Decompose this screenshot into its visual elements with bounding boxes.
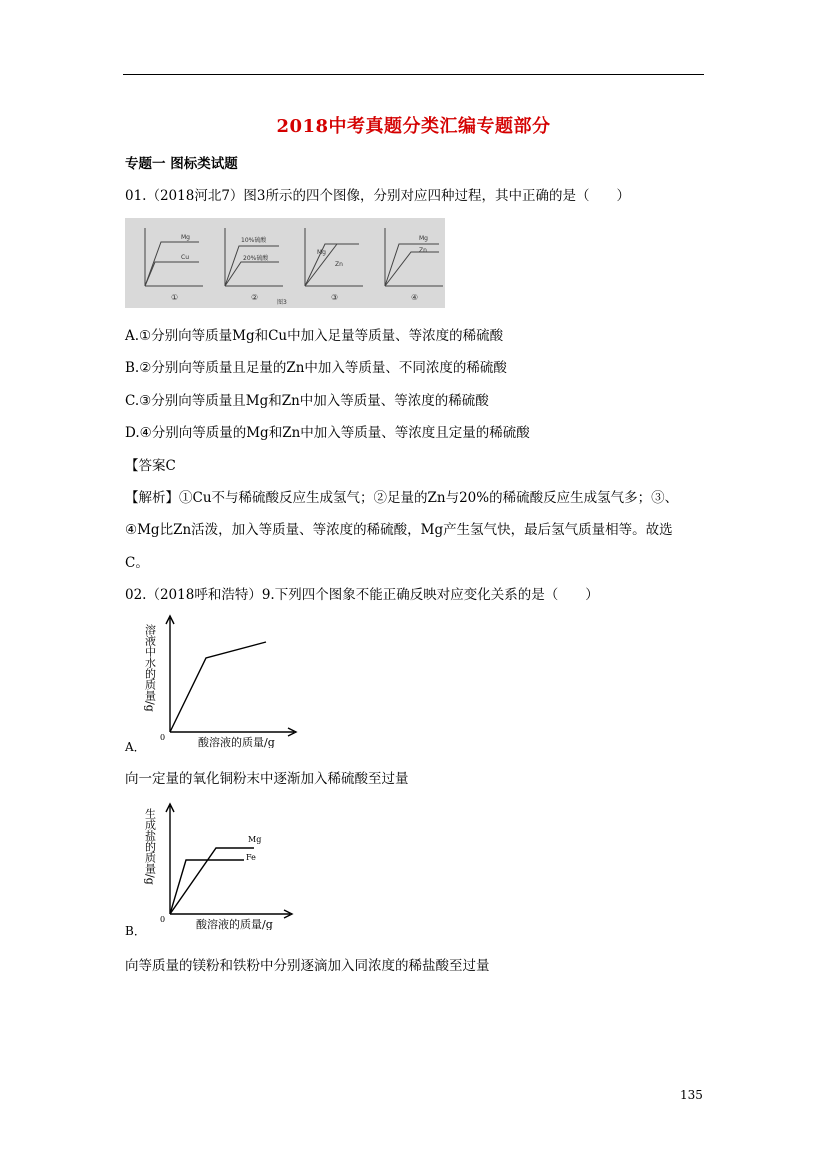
- q1-analysis-line-1: 【解析】①Cu不与稀硫酸反应生成氢气；②足量的Zn与20%的稀硫酸反应生成氢气多；③、: [125, 490, 679, 506]
- q1-stem: 01.（2018河北7）图3所示的四个图像，分别对应四种过程，其中正确的是（ ）: [125, 188, 631, 204]
- q1-p2-label-10: 10%硫酸: [241, 237, 267, 244]
- q1-fig-label-3: ③: [331, 293, 339, 302]
- q1-p1-label-mg: Mg: [181, 234, 190, 241]
- header-rule: [123, 74, 704, 75]
- q2a-curve: [170, 642, 266, 732]
- q1-figure: [125, 218, 445, 308]
- q1-fig-caption: 图3: [277, 299, 287, 306]
- q1-fig-label-2: ②: [251, 293, 259, 302]
- page-title: 2018中考真题分类汇编专题部分: [276, 116, 551, 137]
- q2-stem: 02.（2018呼和浩特）9.下列四个图象不能正确反映对应变化关系的是（ ）: [125, 587, 599, 603]
- q1-p4-label-zn: Zn: [419, 247, 427, 254]
- q2b-label-mg: Mg: [248, 835, 262, 844]
- q2b-ylabel: 生成盐的质量/g: [143, 808, 157, 885]
- q2a-letter: A．: [125, 740, 146, 754]
- q1-p2-label-20: 20%硫酸: [243, 255, 269, 262]
- q1-analysis-line-3: C。: [125, 555, 149, 571]
- q1-option-c: C.③分别向等质量且Mg和Zn中加入等质量、等浓度的稀硫酸: [125, 393, 489, 409]
- q2b-line-fe: [170, 860, 244, 914]
- q1-p3-label-mg: Mg: [317, 249, 326, 256]
- q1-answer: 【答案C: [125, 458, 176, 474]
- q1-option-a: A.①分别向等质量Mg和Cu中加入足量等质量、等浓度的稀硫酸: [125, 328, 504, 344]
- q1-option-b: B.②分别向等质量且足量的Zn中加入等质量、不同浓度的稀硫酸: [125, 360, 507, 376]
- q1-fig-label-1: ①: [171, 293, 179, 302]
- q1-fig-label-4: ④: [411, 293, 419, 302]
- q2b-desc: 向等质量的镁粉和铁粉中分别逐滴加入同浓度的稀盐酸至过量: [125, 958, 490, 974]
- q2-graph-a: [140, 612, 300, 748]
- q2a-ylabel: 溶液中水的质量/g: [143, 624, 157, 712]
- q1-p1-label-cu: Cu: [181, 254, 189, 261]
- q2-graph-b: [140, 800, 300, 930]
- q2a-desc: 向一定量的氧化铜粉末中逐渐加入稀硫酸至过量: [125, 771, 409, 787]
- page-number: 135: [680, 1088, 703, 1102]
- q2a-origin: 0: [160, 733, 166, 742]
- q2b-label-fe: Fe: [246, 853, 256, 862]
- q1-p4-label-mg: Mg: [419, 235, 428, 242]
- q2b-letter: B．: [125, 924, 146, 938]
- q2b-origin: 0: [160, 915, 166, 924]
- q1-analysis-line-2: ④Mg比Zn活泼，加入等质量、等浓度的稀硫酸，Mg产生氢气快，最后氢气质量相等。故选: [125, 522, 673, 538]
- q1-option-d: D.④分别向等质量的Mg和Zn中加入等质量、等浓度且定量的稀硫酸: [125, 425, 530, 441]
- q2b-xlabel: 酸溶液的质量/g: [196, 918, 273, 930]
- q1-p3-label-zn: Zn: [335, 261, 343, 268]
- section-heading: 专题一 图标类试题: [125, 156, 238, 172]
- q2a-xlabel: 酸溶液的质量/g: [198, 736, 275, 748]
- q2b-line-mg: [170, 848, 254, 914]
